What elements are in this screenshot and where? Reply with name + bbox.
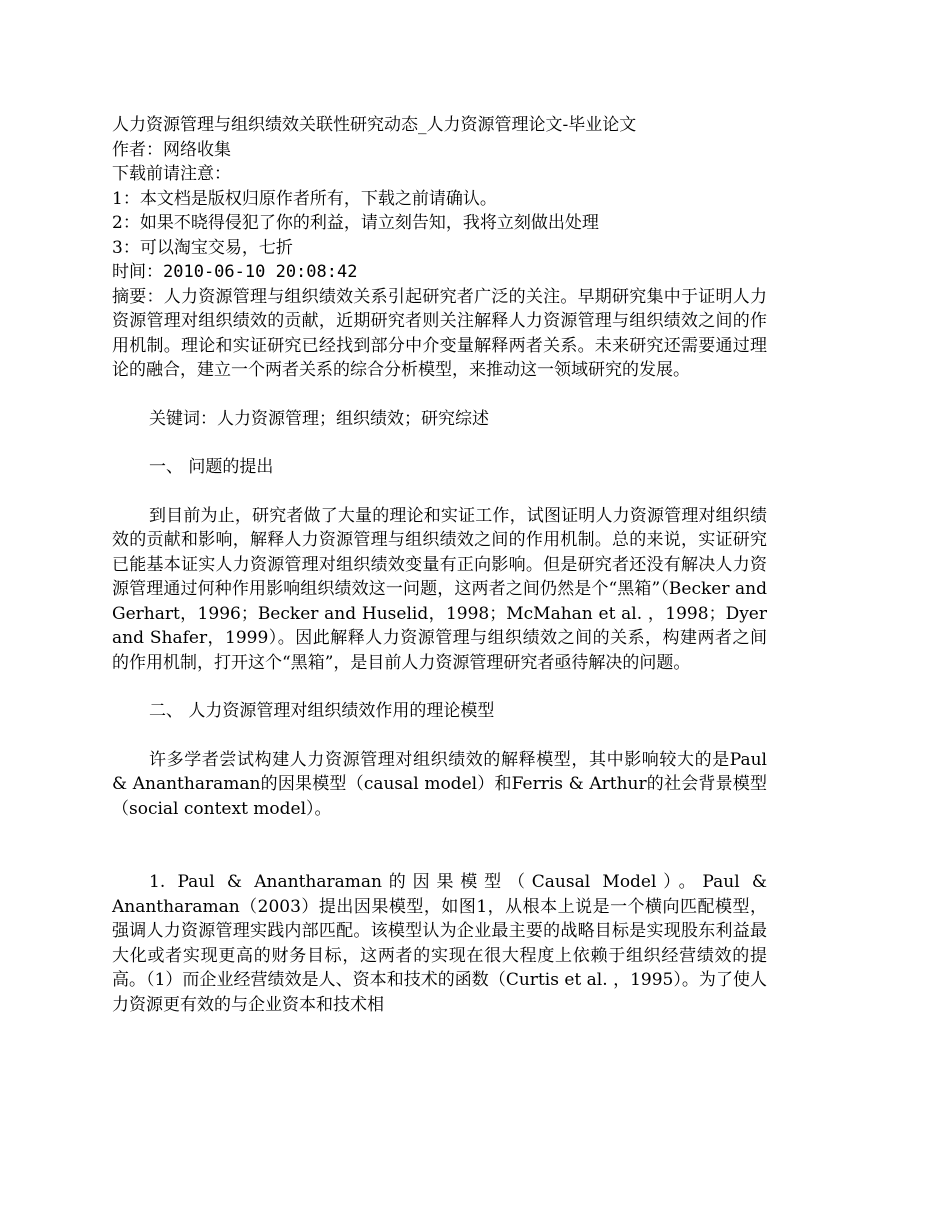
body-paragraph: 到目前为止，研究者做了大量的理论和实证工作，试图证明人力资源管理对组织绩效的贡献和影响，解释人力资源管理与组织绩效之间的作用机制。总的来说，实证研究已能基本证实人力资源管理对组织绩效变量有正向影响。但是研究者还没有解决人力资源管理通过何种作用影响组织绩效这一问题，这两者之间仍然是个“黑箱”（Becker and Gerhart，1996；Becker and Huselid，1998；McMahan et al. ，1998；Dyer and Shafer，1999）。因此解释人力资源管理与组织绩效之间的关系，构建两者之间的作用机制，打开这个“黑箱”，是目前人力资源管理研究者亟待解决的问题。 [112,505,767,673]
body-paragraph: 许多学者尝试构建人力资源管理对组织绩效的解释模型，其中影响较大的是Paul & Anantharaman的因果模型（causal model）和Ferris & Arthur的社会背景模型（social context model）。 [112,749,767,819]
section-heading: 一、 问题的提出 [149,457,274,477]
notice-item: 2：如果不晓得侵犯了你的利益，请立刻告知，我将立刻做出处理 [112,213,599,233]
body-paragraph: 1. Paul & Anantharaman的因果模型（Causal Model）。Paul & Anantharaman（2003）提出因果模型，如图1，从根本上说是一个横向匹配模型，强调人力资源管理实践内部匹配。该模型认为企业最主要的战略目标是实现股东利益最大化或者实现更高的财务目标，这两者的实现在很大程度上依赖于组织经营绩效的提高。（1）而企业经营绩效是人、资本和技术的函数（Curtis et al. ，1995）。为了使人力资源更有效的与企业资本和技术相 [112,872,767,1015]
document-author: 作者：网络收集 [112,139,231,160]
download-notice-header: 下载前请注意： [112,164,231,184]
abstract-paragraph: 摘要：人力资源管理与组织绩效关系引起研究者广泛的关注。早期研究集中于证明人力资源管理对组织绩效的贡献，近期研究者则关注解释人力资源管理与组织绩效之间的作用机制。理论和实证研究已经找到部分中介变量解释两者关系。未来研究还需要通过理论的融合，建立一个两者关系的综合分析模型，来推动这一领域研究的发展。 [112,286,767,380]
document-time: 时间：2010-06-10 20:08:42 [112,262,358,282]
document-title: 人力资源管理与组织绩效关联性研究动态_人力资源管理论文-毕业论文 [112,115,637,135]
notice-item: 1：本文档是版权归原作者所有，下载之前请确认。 [112,188,497,209]
section-heading: 二、 人力资源管理对组织绩效作用的理论模型 [149,701,495,721]
notice-item: 3：可以淘宝交易，七折 [112,237,293,258]
keywords-line: 关键词：人力资源管理；组织绩效；研究综述 [149,408,489,429]
document-page [112,113,767,1017]
